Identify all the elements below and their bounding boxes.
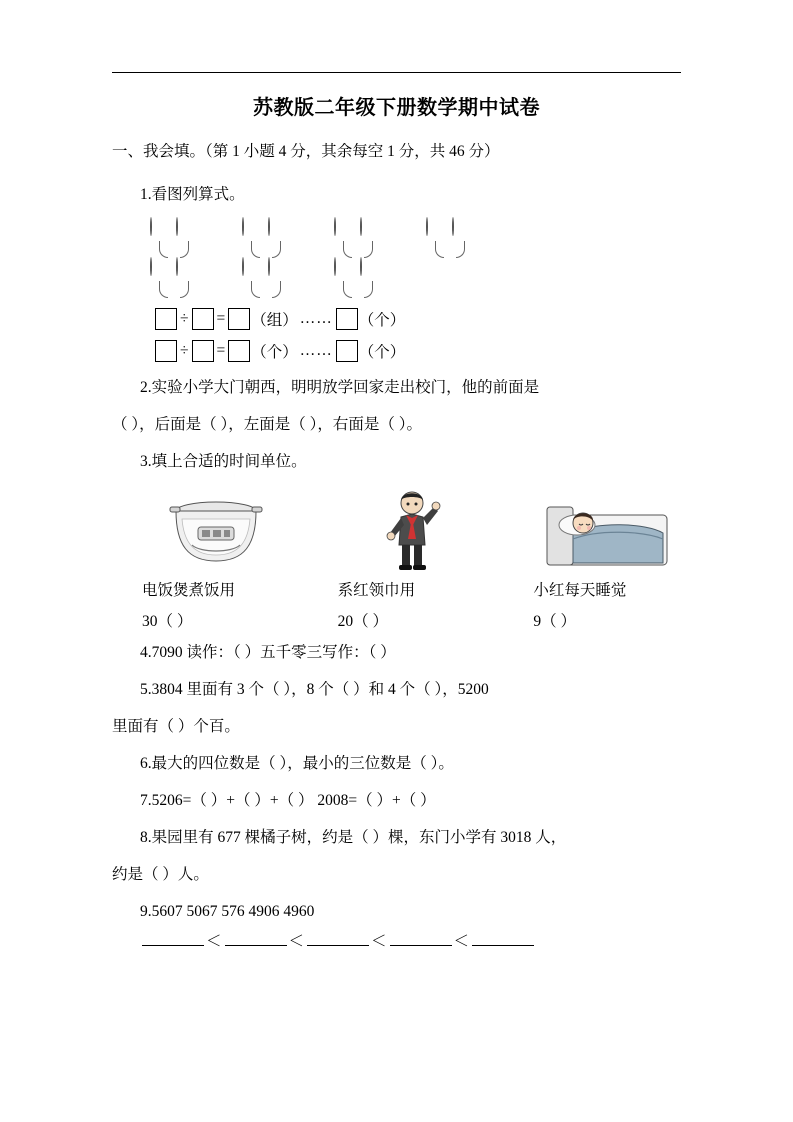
question-3-text: 3.填上合适的时间单位。 (140, 452, 307, 470)
balloon-group (334, 218, 382, 298)
balloon-icon (150, 258, 172, 298)
unit-label-item: （个） (358, 343, 406, 361)
answer-box[interactable] (192, 308, 214, 330)
question-5-line-1: 5.3804 里面有 3 个（ ），8 个（ ）和 4 个（ ），5200 (140, 680, 489, 698)
answer-box[interactable] (336, 308, 358, 330)
balloon-row (150, 218, 198, 258)
answer-equation-row-2: ÷ = （个） …… （个） (112, 340, 681, 362)
balloon-icon (360, 218, 382, 258)
balloon-icon (334, 218, 356, 258)
compare-symbol: ＜ (288, 932, 306, 950)
question-8-line-2: 约是（ ）人。 (112, 865, 209, 883)
question-2-line-1: 2.实验小学大门朝西，明明放学回家走出校门，他的前面是 (140, 378, 540, 396)
answer-equation-row-1: ÷ = （组） …… （个） (112, 308, 681, 330)
compare-symbol: ＜ (371, 932, 388, 950)
question-2-line-2: （ ），后面是（ ），左面是（ ），右面是（ ）。 (112, 415, 423, 433)
question-7: 7.5206=（ ）+（ ）+（ ） 2008=（ ）+（ ） (140, 791, 436, 809)
balloon-icon (176, 218, 198, 258)
balloon-row (426, 218, 474, 258)
question-9-compare-row (112, 929, 681, 951)
answer-box[interactable] (155, 308, 177, 330)
balloon-icon (242, 258, 264, 298)
balloon-icon (334, 258, 356, 298)
balloon-icon (268, 218, 290, 258)
answer-blank[interactable] (225, 931, 287, 946)
header-divider (112, 72, 681, 73)
answer-blank[interactable] (390, 931, 452, 946)
answer-blank[interactable] (142, 931, 204, 946)
unit-label-item: （个） (251, 343, 298, 361)
answer-blank[interactable] (307, 931, 369, 946)
balloon-icon (360, 258, 382, 298)
pic-label: 电饭煲煮饭用 (142, 581, 236, 599)
balloon-icon (176, 258, 198, 298)
pic-value[interactable]: 20（ ） (337, 612, 389, 630)
balloon-group (242, 218, 290, 298)
boy-scarf-icon (338, 487, 486, 573)
balloon-row (242, 258, 290, 298)
compare-symbol: ＜ (453, 932, 471, 950)
pic-label: 系红领巾用 (337, 581, 416, 599)
question-6: 6.最大的四位数是（ ），最小的三位数是（ ）。 (140, 754, 454, 772)
balloon-group (150, 218, 198, 298)
remainder-dots: …… (299, 341, 333, 359)
answer-blank[interactable] (472, 931, 534, 946)
question-3-values (112, 606, 681, 637)
balloon-row (150, 258, 198, 298)
balloon-icon (426, 218, 448, 258)
answer-box[interactable] (192, 340, 214, 362)
question-9-numbers: 9.5607 5067 576 4906 4960 (140, 902, 315, 920)
pic-value[interactable]: 30（ ） (142, 612, 193, 630)
balloon-group (426, 218, 474, 258)
balloon-icon (268, 258, 290, 298)
balloon-icon (452, 218, 474, 258)
question-3-images (112, 487, 681, 573)
unit-label-item: （个） (358, 311, 406, 329)
unit-label-group: （组） (251, 311, 298, 329)
question-1-text: 1.看图列算式。 (140, 185, 245, 203)
girl-sleeping-icon (533, 487, 681, 573)
answer-box[interactable] (228, 308, 250, 330)
answer-box[interactable] (336, 340, 358, 362)
answer-box[interactable] (228, 340, 250, 362)
balloon-row (334, 258, 382, 298)
balloon-icon (242, 218, 264, 258)
question-5-line-2: 里面有（ ）个百。 (112, 717, 240, 735)
question-4: 4.7090 读作：（ ）五千零三写作：（ ） (140, 643, 396, 661)
answer-box[interactable] (155, 340, 177, 362)
balloon-row (334, 218, 382, 258)
compare-symbol: ＜ (206, 932, 223, 950)
question-3-labels (112, 575, 681, 606)
pic-value[interactable]: 9（ ） (533, 612, 576, 630)
balloon-illustration (112, 218, 681, 298)
balloon-icon (150, 218, 172, 258)
balloon-row (242, 218, 290, 258)
question-8-line-1: 8.果园里有 677 棵橘子树，约是（ ）棵，东门小学有 3018 人， (140, 828, 567, 846)
pic-label: 小红每天睡觉 (533, 581, 627, 599)
remainder-dots: …… (299, 309, 333, 327)
rice-cooker-icon (142, 487, 290, 573)
section-1-heading: 一、我会填。（第 1 小题 4 分，其余每空 1 分，共 46 分） (112, 143, 500, 160)
page-title: 苏教版二年级下册数学期中试卷 (253, 97, 540, 119)
